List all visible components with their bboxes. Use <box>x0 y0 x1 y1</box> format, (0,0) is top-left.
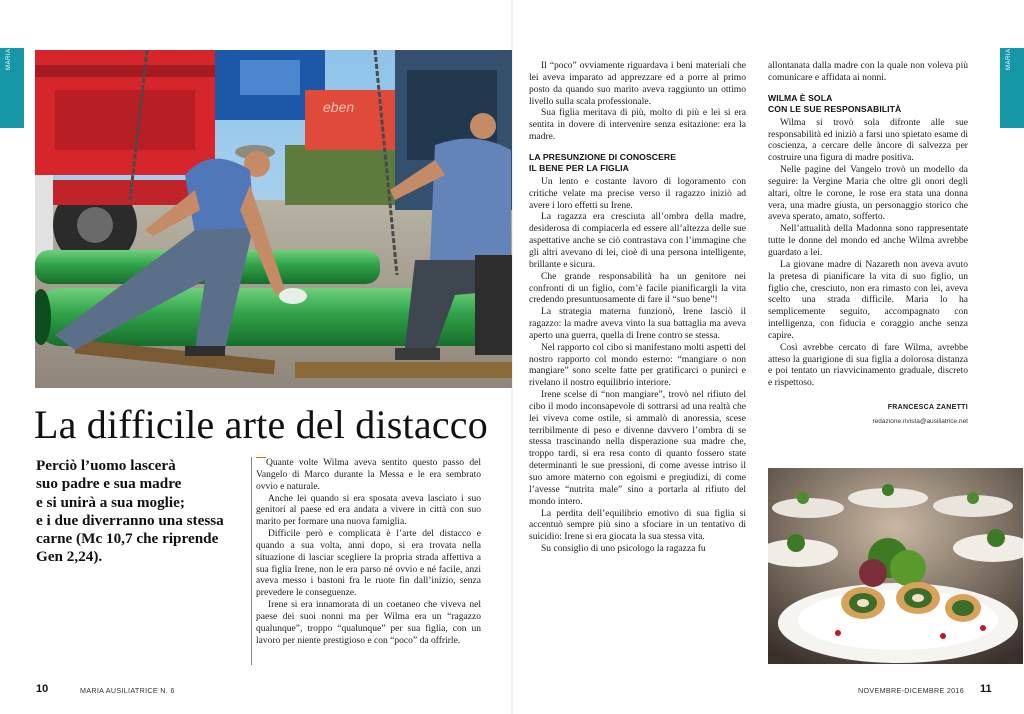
paragraph: Nell’attualità della Madonna sono rappresentate tutte le donne del mondo ed anche Wilma avrebbe guardato a lei. <box>768 223 968 258</box>
drop-mark <box>256 457 266 458</box>
side-tab-right-label: MARIA <box>1006 48 1012 70</box>
paragraph: allontanata dalla madre con la quale non voleva più comunicare e affidata ai nonni. <box>768 60 968 83</box>
article-title: La difficile arte del distacco <box>34 402 488 447</box>
side-tab-left-label: MARIA <box>6 48 12 70</box>
paragraph: Che grande responsabilità ha un genitore nei confronti di un figlio, com’è facile pianificargli la vita credendo presuntuosamente di fare il “suo bene”! <box>529 270 746 306</box>
quote-line: Perciò l’uomo lascerà <box>36 457 176 474</box>
paragraph: Il “poco” ovviamente riguardava i beni materiali che lei aveva imparato ad apprezzare ed a porre al primo posto da quando suo marito aveva raggiunto un ottimo livello sulla scala professionale. <box>529 60 746 107</box>
photo-food-plates <box>768 468 1023 664</box>
paragraph: Nelle pagine del Vangelo trovò un modello da seguire: la Vergine Maria che oltre gli onori degli altari, oltre le corone, le rose era stata una donna vera, una madre giusta, un personaggio storico che aveva sperato, amato, sofferto. <box>768 164 968 223</box>
side-tab-right <box>1000 48 1024 128</box>
paragraph: Così avrebbe cercato di fare Wilma, avrebbe atteso la guarigione di sua figlia a dolorosa distanza e poi tentato un riavvicinamento graduale, discreto e rispettoso. <box>768 341 968 389</box>
quote-line: e si unirà a sua moglie; <box>36 493 185 511</box>
subheading-line: WILMA È SOLA <box>768 92 833 103</box>
text-column-1 <box>256 457 481 647</box>
text-column-3 <box>768 60 968 428</box>
paragraph: La perdita dell’equilibrio emotivo di sua figlia si accentuò sempre più sino a sfociare in un tentativo di suicidio: Irene si era giocata la sua stessa vita. <box>529 507 746 543</box>
paragraph: La ragazza era cresciuta all’ombra della madre, desiderosa di compiacerla ed essere all’altezza delle sue aspettative anche se ciò contrastava con l’immagine che gli altri avevano di lei, cioè di una persona intelligente, brillante e sicura. <box>529 211 746 270</box>
paragraph: Su consiglio di uno psicologo la ragazza fu <box>541 543 706 555</box>
paragraph: Difficile però e complicata è l’arte del distacco e quando a sua volta, anni dopo, si era trovata nella situazione di lasciar scegliere la propria strada affettiva a sua figlia Irene, non le era parso né ovvio e né facile, anzi aveva messo i bastoni fra le ruote fin dall’inizio, senza prevedere le conseguenze. <box>256 528 481 599</box>
svg-text:eben: eben <box>323 99 355 115</box>
quote-line: carne (Mc 10,7 che riprende <box>36 530 219 548</box>
paragraph-text: Quante volte Wilma aveva sentito questo passo del Vangelo di Marco durante la Messa e le era sembrato ovvio e naturale. <box>256 457 481 492</box>
magazine-name: MARIA AUSILIATRICE N. 6 <box>80 686 175 695</box>
author-email: redazione.rivista@ausiliatrice.net <box>872 417 968 425</box>
subheading-line: CON LE SUE RESPONSABILITÀ <box>768 103 902 114</box>
quote-line: Gen 2,24). <box>36 548 103 566</box>
quote-line: suo padre e sua madre <box>36 475 182 493</box>
column-rule <box>251 457 252 665</box>
page-number-right: 11 <box>980 683 992 695</box>
paragraph: Anche lei quando si era sposata aveva lasciato i suo genitori al paese ed era andata a vivere in città con suo marito per formare una nuova famiglia. <box>256 492 481 528</box>
paragraph <box>256 457 481 493</box>
photo-workers-pipes <box>35 50 512 388</box>
subheading-line: LA PRESUNZIONE DI CONOSCERE <box>529 151 677 162</box>
side-tab-left <box>0 48 24 128</box>
page-number-left: 10 <box>36 683 49 695</box>
scripture-quote <box>36 457 246 567</box>
paragraph: La strategia materna funzionò, Irene lasciò il ragazzo: la madre aveva vinto la sua battaglia ma aveva aperto una guerra, quella di Irene contro se stessa. <box>529 306 746 341</box>
author-name: FRANCESCA ZANETTI <box>887 404 968 412</box>
subheading-wilma-sola <box>768 93 968 115</box>
paragraph: Sua figlia meritava di più, molto di più e lei si era sentita in dovere di intervenire senza esitazione: era la madre. <box>529 107 746 143</box>
quote-line: e i due diverranno una stessa <box>36 511 224 529</box>
text-column-2 <box>529 60 746 555</box>
paragraph: Wilma si trovò sola difronte alle sue responsabilità ed iniziò a farsi uno spietato esame di coscienza, a cercare delle àncore di salvezza per costruire una figura di madre positiva. <box>768 116 968 164</box>
subheading-line: IL BENE PER LA FIGLIA <box>529 162 629 173</box>
paragraph: La giovane madre di Nazareth non aveva avuto la pretesa di pianificare la vita di suo figlio, un figlio che, cresciuto, non era rimasto con lei, aveva scelto una strada difficile. Maria lo ha semplicemente seguito, accompagnato con intelligenza, con fiducia e coraggio anche senza capire. <box>768 258 968 341</box>
issue-date: NOVEMBRE-DICEMBRE 2016 <box>858 686 965 695</box>
subheading-presunzione <box>529 152 746 174</box>
paragraph: Un lento e costante lavoro di logoramento con critiche velate ma precise verso il ragazzo iniziò ad avere i loro effetti su Irene. <box>529 175 746 211</box>
paragraph: Nel rapporto col cibo si manifestano molti aspetti del nostro rapporto col mondo esterno: “mangiare o non mangiare” sono scelte fatte per gratificarci o punirci e rivelano il nostro equilibrio interiore. <box>529 341 746 389</box>
paragraph: Irene si era innamorata di un coetaneo che viveva nel paese dei suoi nonni ma per Wilma era un “ragazzo qualunque”, troppo “qualunque” per sua figlia, con un lavoro per niente prestigioso e con “poco” da offrirle. <box>256 599 481 646</box>
paragraph: Irene scelse di “non mangiare”, trovò nel rifiuto del cibo il modo inconsapevole di sottrarsi ad una realtà che lei viveva come ostile, si ammalò di anoressia, scese terribilmente di peso e divenne davvero l’ombra di se stessa trascinando nella disperazione sua madre che, troppo tardi, si era resa conto di quanto fossero state determinanti le sue pressioni, di come avesse intriso il suo amore materno con egoismi e pregiudizi, di come l’avesse “nutrita male” sino a portarla al rifiuto del mondo intero. <box>529 389 746 507</box>
